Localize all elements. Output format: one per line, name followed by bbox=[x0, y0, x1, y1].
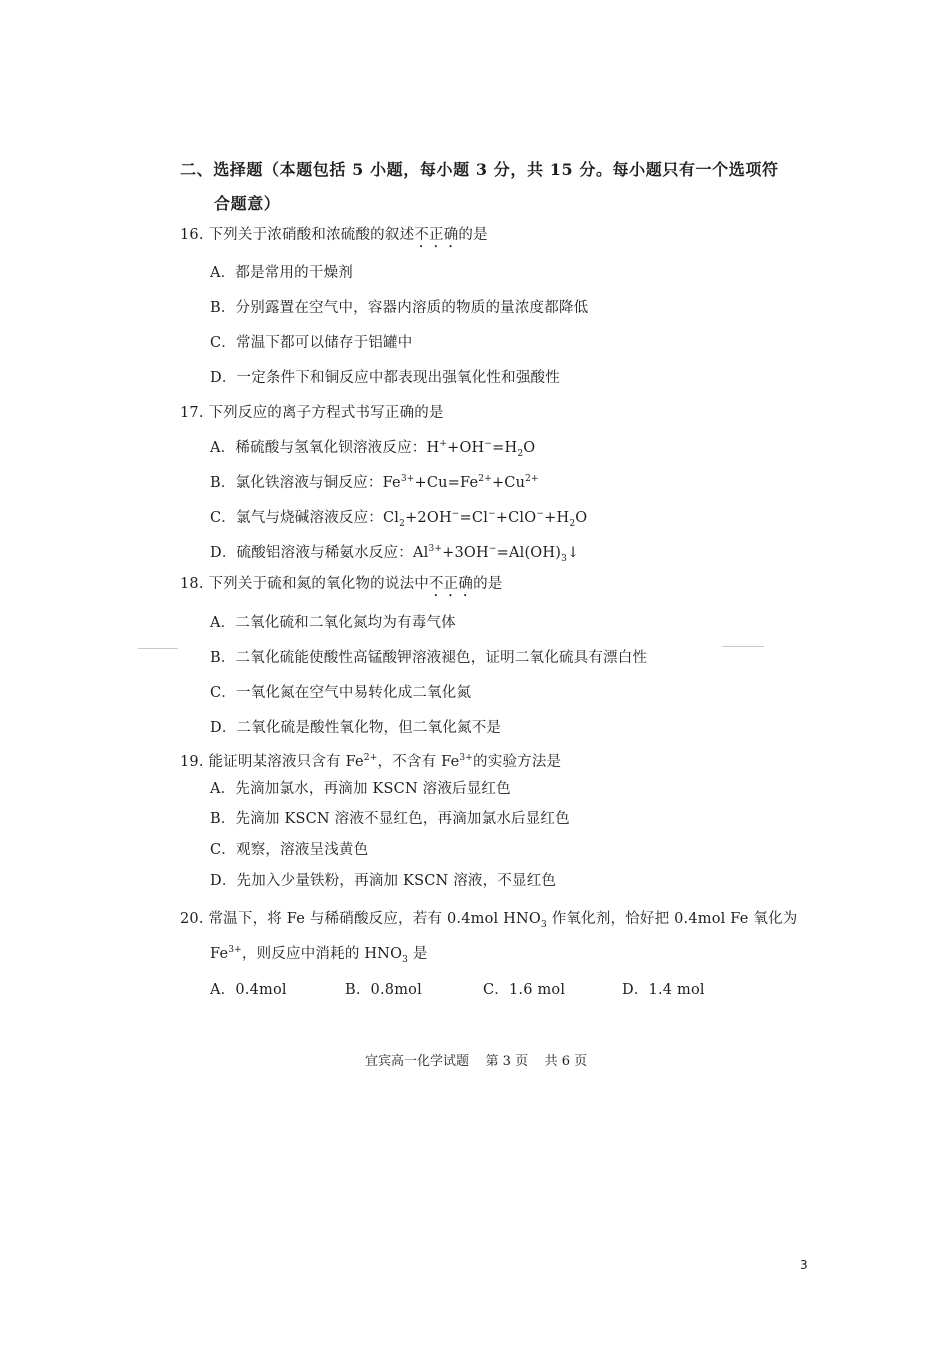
q16-stem-emphasis: 不正确 bbox=[414, 227, 459, 243]
q18-stem-pre: 下列关于硫和氮的氧化物的说法中 bbox=[208, 576, 429, 592]
q16-option-a: A．都是常用的干燥剂 bbox=[210, 265, 353, 281]
q17-option-d-label: D．硫酸铝溶液与稀氨水反应： bbox=[210, 545, 413, 561]
q18-stem bbox=[180, 576, 503, 600]
q20-stem-line2 bbox=[210, 945, 428, 965]
q16-option-b: B．分别露置在空气中，容器内溶质的物质的量浓度都降低 bbox=[210, 300, 589, 316]
q17-option-d bbox=[210, 544, 580, 564]
q20-subscript-3: 3 bbox=[540, 919, 547, 930]
q20-stem-line1-part-a: 常温下，将 Fe 与稀硝酸反应，若有 0.4mol HNO bbox=[208, 911, 541, 927]
q16-option-d: D．一定条件下和铜反应中都表现出强氧化性和强酸性 bbox=[210, 370, 560, 386]
q16-stem-post: 的是 bbox=[458, 227, 488, 243]
q20-option-a: A．0.4mol bbox=[210, 982, 287, 998]
q17-option-b-equation: $Fe^{3+}+Cu=Fe^{2+}+Cu^{2+}$ bbox=[382, 474, 539, 491]
q17-option-a-label: A．稀硫酸与氢氧化钡溶液反应： bbox=[210, 440, 427, 456]
q17-stem bbox=[180, 406, 444, 421]
q19-option-a: A．先滴加氯水，再滴加 KSCN 溶液后显红色 bbox=[210, 781, 511, 797]
q20-ion-charge-fe3: 3+ bbox=[228, 945, 242, 956]
q20-stem-line2-part-a: Fe bbox=[210, 946, 229, 962]
q18-option-c: C．一氧化氮在空气中易转化成二氧化氮 bbox=[210, 685, 472, 701]
page-footer: 宜宾高一化学试题 第 3 页 共 6 页 bbox=[365, 1054, 588, 1069]
q19-number: 19. bbox=[180, 754, 204, 770]
q20-number: 20. bbox=[180, 911, 204, 927]
q20-stem-line1-part-b: 作氧化剂，恰好把 0.4mol Fe 氧化为 bbox=[546, 911, 798, 927]
q19-stem-part-b: ，不含有 Fe bbox=[377, 754, 460, 770]
q19-stem-part-a: 能证明某溶液只含有 Fe bbox=[208, 754, 364, 770]
q20-option-b: B．0.8mol bbox=[345, 982, 422, 998]
q18-stem-emphasis: 不正确 bbox=[428, 576, 474, 592]
q18-number: 18. bbox=[180, 576, 204, 592]
q20-option-d: D．1.4 mol bbox=[622, 982, 705, 998]
q17-option-c bbox=[210, 509, 588, 529]
q16-stem bbox=[180, 227, 488, 251]
q17-option-b-label: B．氯化铁溶液与铜反应： bbox=[210, 475, 383, 491]
q19-option-d: D．先加入少量铁粉，再滴加 KSCN 溶液，不显红色 bbox=[210, 873, 557, 889]
scan-mark-left bbox=[138, 648, 178, 649]
q17-option-a-equation: $H^++OH^-=H_2O$ bbox=[426, 439, 536, 459]
q17-option-a bbox=[210, 439, 536, 459]
q19-stem bbox=[180, 755, 561, 770]
q17-number: 17. bbox=[180, 405, 204, 421]
section-title-line1: 二、选择题（本题包括 5 小题，每小题 3 分，共 15 分。每小题只有一个选项符 bbox=[180, 160, 779, 179]
q19-option-b: B．先滴加 KSCN 溶液不显红色，再滴加氯水后显红色 bbox=[210, 811, 570, 827]
q20-stem-line2-part-c: 是 bbox=[408, 946, 428, 962]
q17-stem-text: 下列反应的离子方程式书写正确的是 bbox=[208, 405, 444, 421]
q18-option-d: D．二氧化硫是酸性氧化物，但二氧化氮不是 bbox=[210, 720, 502, 736]
q20-stem-line1 bbox=[180, 911, 798, 930]
q20-option-c: C．1.6 mol bbox=[483, 982, 566, 998]
q16-number: 16. bbox=[180, 227, 204, 243]
q18-option-a: A．二氧化硫和二氧化氮均为有毒气体 bbox=[210, 615, 456, 631]
q19-ion-charge-fe3: 3+ bbox=[459, 753, 474, 764]
q19-ion-charge-fe2: 2+ bbox=[363, 753, 378, 764]
q19-option-c: C．观察，溶液呈浅黄色 bbox=[210, 842, 369, 858]
q16-stem-pre: 下列关于浓硝酸和浓硫酸的叙述 bbox=[208, 227, 415, 243]
q17-option-c-label: C．氯气与烧碱溶液反应： bbox=[210, 510, 383, 526]
section-title-line2: 合题意） bbox=[214, 194, 281, 213]
q16-option-c: C．常温下都可以储存于铝罐中 bbox=[210, 335, 413, 351]
q20-stem-line2-part-b: ，则反应中消耗的 HNO bbox=[241, 946, 403, 962]
q17-option-d-equation: $Al^{3+}+3OH^-=Al(OH)_3↓$ bbox=[412, 544, 580, 564]
scan-mark-right bbox=[722, 646, 764, 647]
q17-option-b bbox=[210, 476, 539, 491]
q18-stem-post: 的是 bbox=[473, 576, 503, 592]
q20-subscript-3b: 3 bbox=[402, 954, 409, 965]
page-number: 3 bbox=[800, 1258, 808, 1272]
q17-option-c-equation: $Cl_2+2OH^-=Cl^-+ClO^-+H_2O$ bbox=[383, 509, 588, 529]
q18-option-b: B．二氧化硫能使酸性高锰酸钾溶液褪色，证明二氧化硫具有漂白性 bbox=[210, 650, 648, 666]
q19-stem-part-c: 的实验方法是 bbox=[473, 754, 562, 770]
